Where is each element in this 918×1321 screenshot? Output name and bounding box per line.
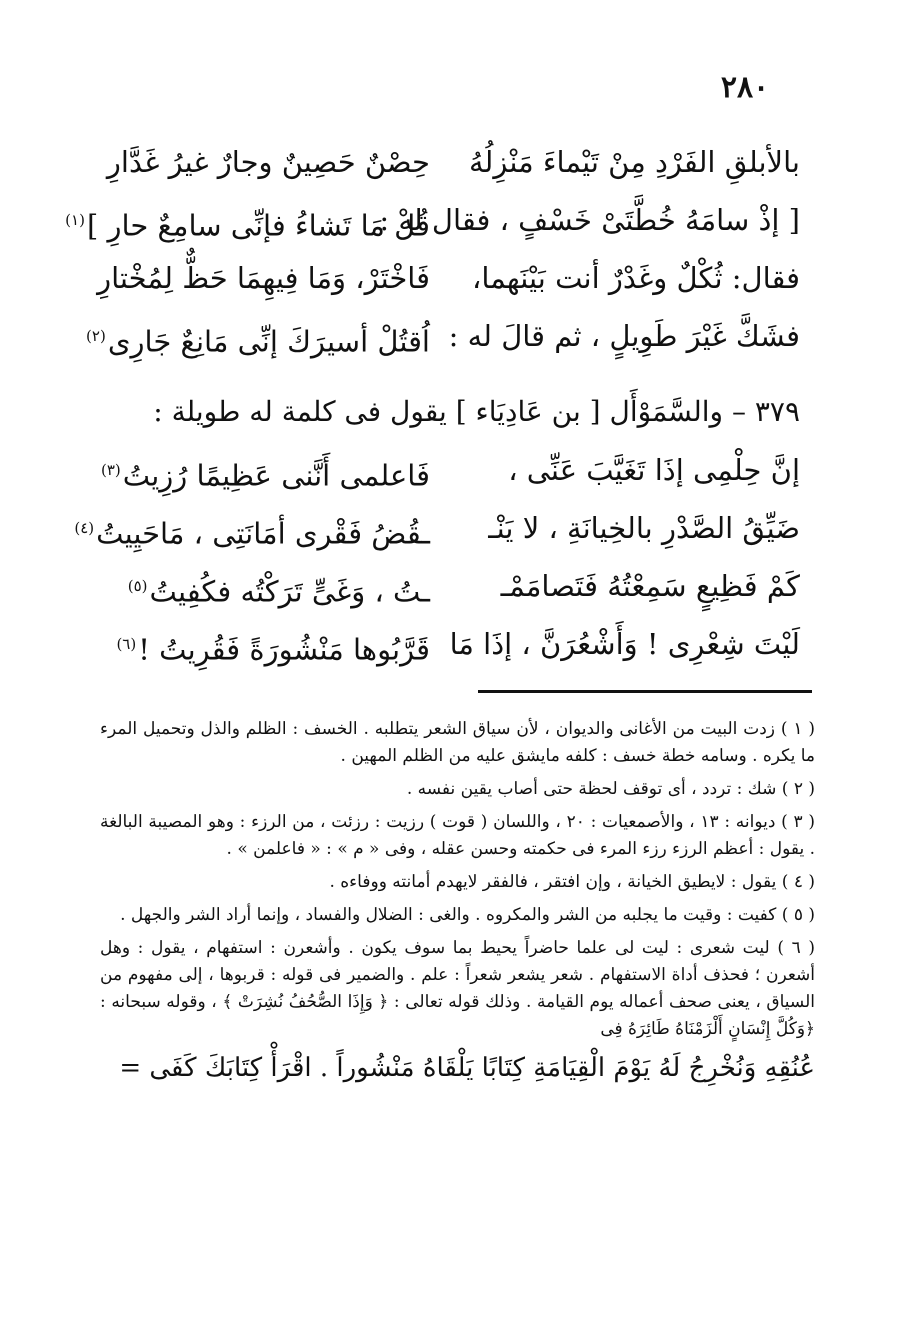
verse-row [100, 140, 800, 198]
hemistich-text: قُلْ مَا تَشاءُ فإنِّى سامِعٌ حارِ ] [86, 208, 430, 243]
verse-row [65, 198, 800, 256]
verse-row [100, 448, 800, 506]
verse-first-hemistich: بالأبلقِ الفَرْدِ مِنْ تَيْماءَ مَنْزِلُهُ [469, 145, 800, 179]
footnote-ref: (٦) [116, 635, 137, 653]
section-heading: ٣٧٩ – والسَّمَوْأَل [ بن عَادِيَاء ] يقول فى كلمة له طويلة : [153, 395, 800, 428]
poem-block-1 [65, 140, 800, 372]
poem-block-2 [74, 448, 800, 680]
verse-first-hemistich: ضَيِّقُ الصَّدْرِ بالخِيانَةِ ، لا يَنْـ [488, 511, 800, 545]
hemistich-text: حِصْنٌ حَصِينٌ وجارٌ غيرُ غَدَّارِ [106, 145, 430, 179]
footnote-ref: (٢) [86, 327, 106, 345]
hemistich-text: فَاخْتَرْ، وَمَا فِيهِمَا حَظٌّ لِمُخْتارِ [97, 261, 430, 295]
verse-row [74, 506, 800, 564]
footnote-5: ( ٥ ) كفيت : وقيت ما يجلبه من الشر والمكروه . والغى : الضلال والفساد ، وإنما أراد الشر والجهل . [120, 905, 815, 925]
verse-first-hemistich: فقال: ثُكْلٌ وغَدْرٌ أنت بَيْنَهما، [471, 261, 800, 295]
hemistich-text: قَرَّبُوها مَنْشُورَةً فَقُرِيتُ ! [138, 632, 430, 667]
hemistich-text: ـقُضُ فَقْرى أمَانَتِى ، مَاحَيِيتُ [96, 516, 430, 551]
hemistich-text: ـتُ ، وَغَىٍّ تَرَكْتُه فكُفِيتُ [149, 574, 430, 609]
verse-second-hemistich [65, 198, 430, 248]
footnote-1: ( ١ ) زدت البيت من الأغانى والديوان ، لأن سياق الشعر يتطلبه . الخسف : الظلم والذل وتحميل المرء ما يكره . وسامه خطة خسف : كلفه مايشق عليه من الظلم المهين . [100, 719, 815, 766]
hemistich-text: اُقتُلْ أسيرَكَ إنِّى مَانِعٌ جَارِى [107, 324, 430, 359]
footnote-2: ( ٢ ) شك : تردد ، أى توقف لحظة حتى أصاب يقين نفسه . [406, 779, 815, 799]
verse-second-hemistich [100, 564, 430, 614]
verse-first-hemistich: إنَّ حِلْمِى إذَا تَغَيَّبَ عَنِّى ، [508, 453, 800, 487]
footnote-4: ( ٤ ) يقول : لايطيق الخيانة ، وإن افتقر ، فالفقر لايهدم أمانته ووفاءه . [329, 872, 815, 892]
verse-second-hemistich [100, 622, 430, 672]
footnote-ref: (٤) [74, 519, 95, 537]
footnotes [100, 716, 815, 1097]
verse-row [100, 622, 800, 680]
verse-first-hemistich: فشَكَّ غَيْرَ طَوِيلٍ ، ثم قالَ له : [448, 319, 800, 353]
footnote-3: ( ٣ ) ديوانه : ١٣ ، والأصمعيات : ٢٠ ، واللسان ( قوت ) رزيت : رزئت ، من الرزء : وهو المصيبة البالغة . يقول : أعظم الرزء رزء المرء فى حكمته وحسن عقله ، وفى « م » : « فاعلمن » . [100, 812, 815, 859]
verse-second-hemistich [100, 140, 430, 184]
footnote-6-continuation: عُنُقِهِ وَنُخْرِجُ لَهُ يَوْمَ الْقِيَامَةِ كِتَابًا يَلْقَاهُ مَنْشُوراً . اقْرَأْ كِتَابَكَ كَفَى = [119, 1053, 815, 1083]
verse-row [97, 256, 800, 314]
verse-second-hemistich [100, 448, 430, 498]
verse-row [100, 564, 800, 622]
page-number: ٢٨٠ [720, 70, 770, 105]
verse-first-hemistich: [ إذْ سامَهُ خُطَّتَىْ خَسْفٍ ، فقال له : [379, 203, 800, 237]
verse-row [86, 314, 800, 372]
verse-second-hemistich [86, 314, 430, 364]
footnote-ref: (١) [65, 211, 85, 229]
footnote-ref: (٣) [100, 461, 121, 479]
verse-second-hemistich [97, 256, 430, 300]
footnote-divider [478, 690, 812, 693]
verse-first-hemistich: لَيْتَ شِعْرِى ! وَأَشْعُرَنَّ ، إذَا مَا [449, 627, 800, 661]
footnote-6: ( ٦ ) ليت شعرى : ليت لى علما حاضراً يحيط بما سوف يكون . وأشعرن : استفهام ، يقول : وهل أشعرن ؛ فحذف أداة الاستفهام . شعر يشعر شعراً : علم . والضمير فى قوله : قربوها ، إلى مفهوم من السياق ، يعنى صحف أعماله يوم القيامة . وذلك قوله تعالى : ﴿ وَإِذَا الصُّحُفُ نُشِرَتْ ﴾ ، وقوله سبحانه : ﴿وَكُلَّ إِنْسَانٍ أَلْزَمْنَاهُ طَائِرَهُ فِى [100, 938, 815, 1039]
verse-first-hemistich: كَمْ فَظِيعٍ سَمِعْتُهُ فَتَصامَمْـ [500, 569, 800, 603]
footnote-ref: (٥) [127, 577, 148, 595]
hemistich-text: فَاعلمى أَنَّنى عَظِيمًا رُزِيتُ [122, 458, 430, 493]
verse-second-hemistich [74, 506, 430, 556]
